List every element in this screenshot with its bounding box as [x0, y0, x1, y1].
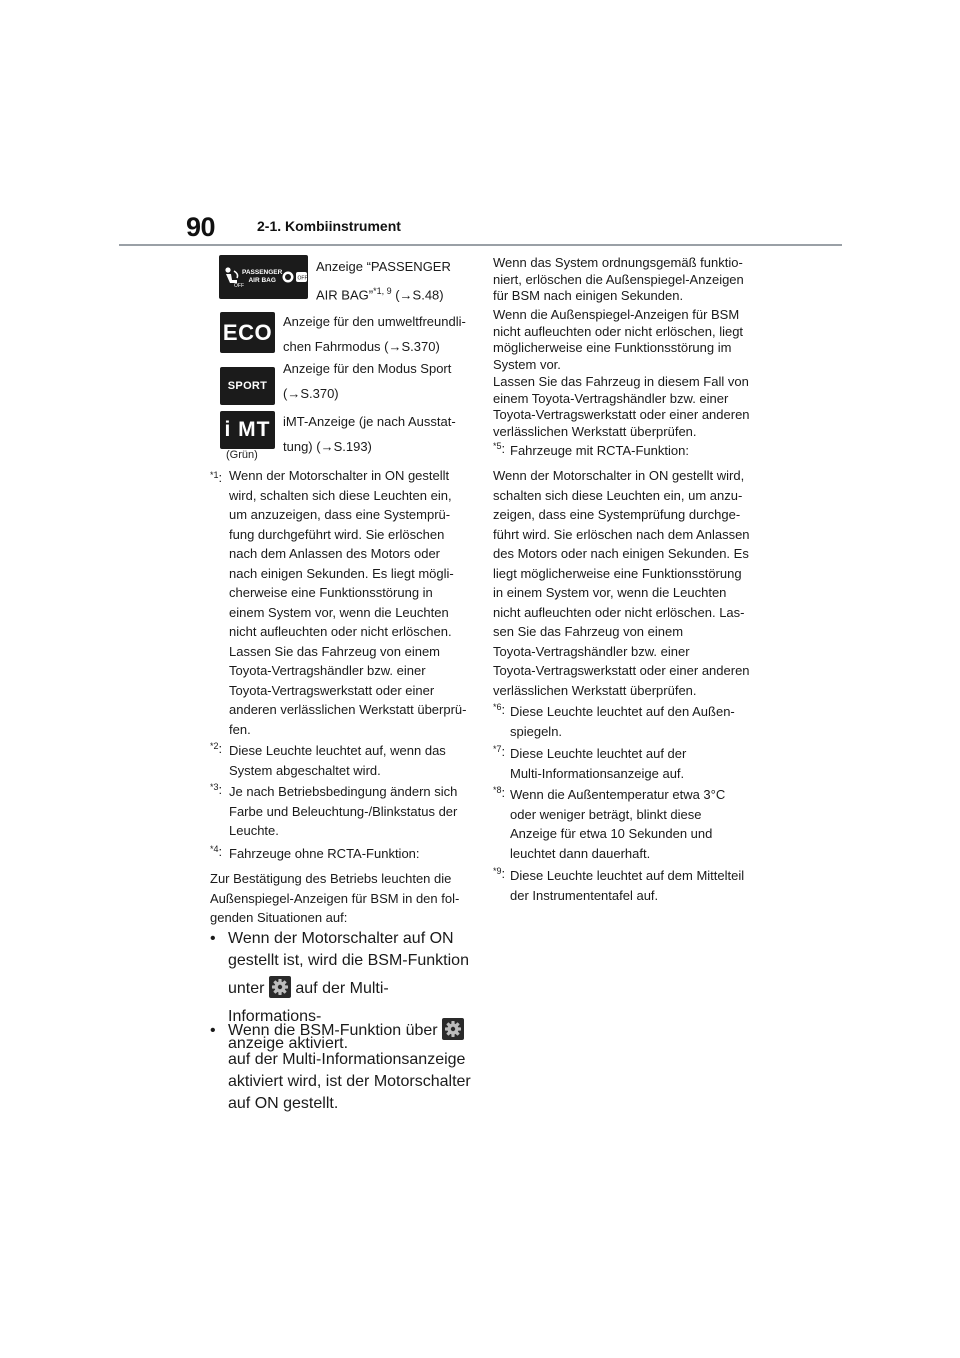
airbag-on-off-icon — [282, 270, 308, 284]
bullet-marker: • — [210, 930, 216, 947]
bullet-item-2: • Wenn die BSM-Funktion über auf der Multi-Informationsanzeige aktiviert wird, ist der Motorschalter auf ON gestellt. — [210, 1017, 475, 1115]
footnote-9-text: Diese Leuchte leuchtet auf dem Mittelteil der Instrumententafel auf. — [510, 868, 745, 903]
svg-text:OFF: OFF — [234, 283, 244, 289]
footnote-8-text: Wenn die Außentemperatur etwa 3°C oder weniger beträgt, blinkt diese Anzeige für etwa 10 Sekunden und leuchtet dann dauerhaft. — [510, 787, 726, 861]
airbag-icon-label: PASSENGER AIR BAG — [242, 268, 283, 284]
passenger-airbag-off-icon — [219, 255, 308, 299]
bsm-intro-paragraph: Zur Bestätigung des Betriebs leuchten die Außenspiegel-Anzeigen für BSM in den fol- genden Situationen auf: — [210, 871, 460, 925]
indicator-description-eco: Anzeige für den umweltfreundli- chen Fahrmodus (→S.370) — [283, 314, 466, 354]
seated-passenger-icon — [222, 266, 242, 288]
bsm-normal-paragraph: Wenn das System ordnungsgemäß funktio- niert, erlöschen die Außenspiegel-Anzeigen für BSM nach einigen Sekunden. — [493, 255, 744, 303]
bsm-malfunction-paragraph: Wenn die Außenspiegel-Anzeigen für BSM nicht aufleuchten oder nicht erlöschen, liegt möglicherweise eine Funktionsstörung im System vor. — [493, 307, 744, 372]
eco-icon: ECO — [220, 312, 275, 353]
footnote-1-text: Wenn der Motorschalter in ON gestellt wird, schalten sich diese Leuchten ein, um anzuzeigen, dass eine Systemprü- fung durchgeführt wird. Sie erlöschen nach dem Anlassen des Motors oder nach einigen Sekunden. Es liegt mögli- cherweise eine Funktionsstörung in einem System vor, wenn die Leuchten nicht aufleuchten oder nicht erlöschen. Lassen Sie das Fahrzeug von einem Toyota-Vertragshändler bzw. einer Toyota-Vertragswerkstatt oder einer anderen verlässlichen Werkstatt überprü- fen. — [229, 468, 467, 737]
indicator-description-imt: iMT-Anzeige (je nach Ausstat- tung) (→S.193) — [283, 414, 456, 454]
imt-icon: i MT — [220, 411, 275, 449]
svg-text:OFF: OFF — [297, 275, 308, 282]
indicator-description-sport: Anzeige für den Modus Sport (→S.370) — [283, 361, 452, 401]
rcta-paragraph: Wenn der Motorschalter in ON gestellt wird, schalten sich diese Leuchten ein, um anzu- zeigen, dass eine Systemprüfung durchge- führt wird. Sie erlöschen nach dem Anlassen des Motors oder nach einigen Sekunden. Es liegt möglicherweise eine Funktionsstörung in einem System vor, wenn die Leuchten nicht aufleuchten oder nicht erlöschen. Las- sen Sie das Fahrzeug von einem Toyota-Vertragshändler bzw. einer Toyota-Vertragswerkstatt oder einer anderen verlässlichen Werkstatt überprüfen. — [493, 468, 750, 698]
settings-gear-icon — [269, 976, 291, 998]
footnote-3-text: Je nach Betriebsbedingung ändern sich Farbe und Beleuchtung-/Blinkstatus der Leuchte. — [229, 784, 458, 838]
footnote-7-text: Diese Leuchte leuchtet auf der Multi-Informationsanzeige auf. — [510, 746, 687, 781]
footnote-4-text: Fahrzeuge ohne RCTA-Funktion: — [229, 846, 420, 861]
settings-gear-icon — [442, 1018, 464, 1040]
imt-color-caption: (Grün) — [226, 449, 258, 461]
page-number: 90 — [186, 212, 216, 242]
indicator-description-passenger-airbag: Anzeige “PASSENGER AIR BAG”$^{*1, 9}$ (→S.48) — [316, 259, 451, 303]
footnote-2-text: Diese Leuchte leuchtet auf, wenn das System abgeschaltet wird. — [229, 743, 446, 778]
bullet-item-1: • Wenn der Motorschalter auf ON gestellt ist, wird die BSM-Funktion unter auf der Multi-Informations- anzeige aktiviert. — [210, 930, 469, 1052]
bsm-dealer-paragraph: Lassen Sie das Fahrzeug in diesem Fall von einem Toyota-Vertragshändler bzw. einer Toyota-Vertragswerkstatt oder einer anderen verlässlichen Werkstatt überprüfen. — [493, 374, 750, 439]
footnote-6-text: Diese Leuchte leuchtet auf den Außen- spiegeln. — [510, 704, 735, 739]
footnote-5-text: Fahrzeuge mit RCTA-Funktion: — [510, 443, 689, 458]
sport-icon: SPORT — [220, 367, 275, 405]
bullet-marker: • — [210, 1022, 216, 1039]
section-title: 2-1. Kombiinstrument — [257, 218, 401, 234]
header-rule — [119, 244, 842, 246]
